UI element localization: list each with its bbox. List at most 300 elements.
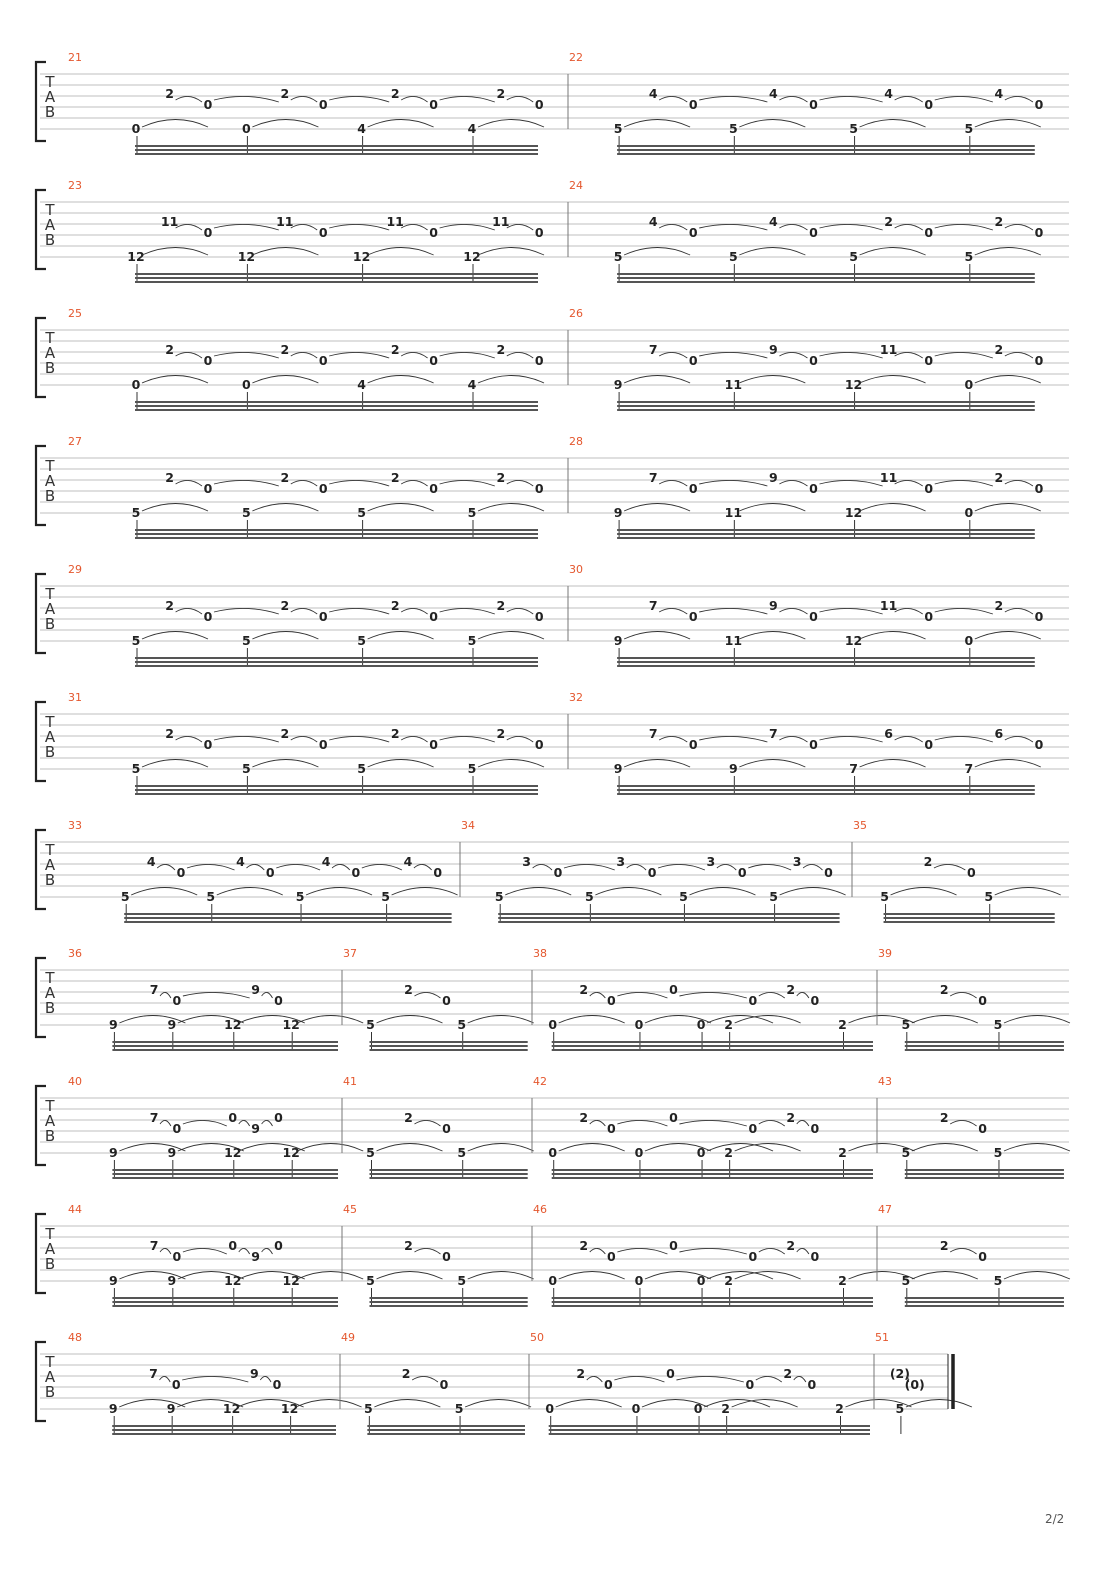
fret-number: 5: [467, 633, 477, 648]
fret-number: 2: [401, 1366, 411, 1381]
measure-number: 37: [343, 947, 357, 960]
slur: [507, 224, 533, 230]
slur: [803, 864, 822, 870]
fret-number: 0: [553, 865, 563, 880]
measure-number: 50: [530, 1331, 544, 1344]
slur: [131, 888, 197, 896]
slur: [507, 736, 533, 742]
tab-clef-letter: A: [44, 856, 56, 874]
fret-number: 3: [522, 854, 531, 869]
fret-number: 2: [923, 854, 933, 869]
fret-number: 5: [984, 889, 994, 904]
slur: [160, 1376, 171, 1382]
slur: [717, 864, 736, 870]
fret-number: 9: [728, 761, 738, 776]
slur: [699, 352, 767, 358]
slur: [415, 1120, 441, 1126]
fret-number: 0: [318, 609, 328, 624]
slur: [247, 864, 265, 870]
fret-number: 0: [978, 993, 987, 1008]
fret-number: 5: [457, 1273, 467, 1288]
measure-number: 32: [569, 691, 583, 704]
fret-number: 0: [809, 225, 818, 240]
fret-number: 12: [224, 1145, 242, 1160]
fret-number: 9: [167, 1145, 177, 1160]
fret-number: 4: [884, 86, 893, 101]
fret-number: 2: [390, 470, 400, 485]
fret-number: 9: [167, 1017, 177, 1032]
tab-clef-letter: T: [45, 585, 55, 603]
fret-number: 12: [282, 1273, 300, 1288]
slur: [401, 96, 427, 102]
slur: [699, 736, 767, 742]
tab-clef-letter: T: [45, 1225, 55, 1243]
fret-number: 0: [1034, 97, 1044, 112]
tab-system: [36, 179, 1069, 282]
fret-number: 5: [295, 889, 305, 904]
slur: [239, 1120, 250, 1126]
fret-number: 5: [993, 1017, 1003, 1032]
fret-number: 3: [616, 854, 626, 869]
fret-number: 2: [404, 1238, 413, 1253]
measure-number: 40: [68, 1075, 82, 1088]
fret-number: 0: [696, 1145, 706, 1160]
slur: [329, 736, 389, 742]
slur: [142, 504, 208, 512]
slur: [624, 504, 690, 512]
tab-clef-letter: B: [44, 359, 56, 377]
slur: [895, 736, 923, 742]
fret-number: 2: [838, 1017, 847, 1032]
measure-number: 23: [68, 179, 82, 192]
fret-number: 5: [901, 1145, 911, 1160]
fret-number: 5: [242, 761, 251, 776]
slur: [906, 1400, 972, 1408]
slur: [415, 1248, 441, 1254]
slur: [819, 480, 882, 486]
fret-number: 0: [272, 1377, 282, 1392]
slur: [860, 120, 926, 128]
fret-number: 0: [924, 737, 934, 752]
slur: [297, 1016, 363, 1024]
fret-number: 5: [993, 1273, 1003, 1288]
slur: [624, 248, 690, 256]
slur: [440, 352, 495, 358]
fret-number: 5: [993, 1145, 1003, 1160]
fret-number: 12: [282, 1017, 300, 1032]
slur: [624, 376, 690, 384]
fret-number: 12: [224, 1273, 242, 1288]
measure-number: 44: [68, 1203, 82, 1216]
fret-number: 5: [728, 249, 738, 264]
slur: [995, 888, 1061, 896]
measure-number: 46: [533, 1203, 547, 1216]
tab-clef-letter: B: [44, 615, 56, 633]
fret-number: 11: [879, 470, 898, 485]
fret-number: 0: [442, 993, 451, 1008]
slur: [780, 888, 846, 896]
fret-number: 3: [706, 854, 716, 869]
slur: [183, 1120, 227, 1126]
slur: [368, 248, 434, 256]
slur: [142, 760, 208, 768]
slur: [217, 888, 283, 896]
slur: [895, 352, 923, 358]
slur: [291, 352, 317, 358]
slur: [935, 480, 993, 486]
measure-number: 36: [68, 947, 82, 960]
fret-number: 2: [724, 1273, 734, 1288]
slur: [377, 1016, 443, 1024]
slur: [260, 1376, 271, 1382]
slur: [797, 1248, 809, 1254]
slur: [142, 120, 208, 128]
fret-number: 7: [648, 726, 658, 741]
slur: [368, 632, 434, 640]
tab-clef-letter: T: [45, 1097, 55, 1115]
slur: [142, 632, 208, 640]
slur: [401, 608, 427, 614]
fret-number: 0: [924, 609, 934, 624]
slur: [329, 480, 389, 486]
fret-number: 9: [166, 1401, 176, 1416]
slur: [617, 1248, 667, 1254]
slur: [533, 864, 552, 870]
tab-clef-letter: A: [44, 344, 56, 362]
slur: [659, 224, 687, 230]
slur: [860, 376, 926, 384]
fret-number: 5: [457, 1017, 467, 1032]
fret-number: 3: [792, 854, 802, 869]
slur: [707, 1272, 773, 1280]
slur: [183, 1248, 227, 1254]
fret-number: 5: [849, 121, 858, 136]
fret-number: 4: [467, 121, 477, 136]
fret-number: 11: [160, 214, 179, 229]
tab-clef-letter: T: [45, 329, 55, 347]
slur: [556, 1400, 622, 1408]
slur: [950, 1248, 976, 1254]
fret-number: 0: [203, 481, 213, 496]
slur: [614, 1376, 664, 1382]
slur: [252, 120, 318, 128]
slur: [414, 864, 432, 870]
tab-clef-letter: B: [44, 1383, 56, 1401]
fret-number: 4: [769, 214, 778, 229]
tab-clef-letter: A: [44, 728, 56, 746]
fret-number: 0: [429, 97, 438, 112]
fret-number: 0: [693, 1401, 703, 1416]
slur: [160, 992, 171, 998]
tab-clef-letter: B: [44, 103, 56, 121]
tab-clef-letter: B: [44, 999, 56, 1017]
tab-system: [36, 691, 1069, 794]
slur: [659, 96, 687, 102]
fret-number: 4: [769, 86, 778, 101]
fret-number: 2: [390, 598, 400, 613]
slur: [329, 224, 389, 230]
slur: [401, 224, 427, 230]
slur: [950, 992, 976, 998]
fret-number: 0: [606, 993, 616, 1008]
fret-number: 7: [149, 1238, 159, 1253]
slur: [860, 248, 926, 256]
fret-number: 7: [769, 726, 778, 741]
fret-number: 5: [880, 889, 889, 904]
slur: [478, 376, 544, 384]
fret-number: 12: [352, 249, 371, 264]
fret-number: 2: [496, 86, 506, 101]
fret-number: 0: [442, 1121, 451, 1136]
slur: [176, 352, 202, 358]
slur: [401, 736, 427, 742]
fret-number: 0: [429, 353, 438, 368]
fret-number: 2: [884, 214, 893, 229]
fret-number: 0: [534, 737, 544, 752]
fret-number: 5: [206, 889, 216, 904]
slur: [779, 352, 807, 358]
slur: [739, 376, 805, 384]
slur: [975, 376, 1041, 384]
fret-number: 9: [251, 1249, 260, 1264]
fret-number: 0: [810, 1249, 820, 1264]
slur: [935, 352, 993, 358]
slur: [377, 1272, 443, 1280]
fret-number: 0: [203, 737, 213, 752]
fret-number: 5: [901, 1273, 911, 1288]
fret-number: 0: [545, 1401, 555, 1416]
fret-number: 0: [429, 225, 438, 240]
slur: [779, 608, 807, 614]
fret-number: 7: [149, 1110, 159, 1125]
slur: [797, 1120, 809, 1126]
measure-number: 47: [878, 1203, 892, 1216]
fret-number: 2: [496, 342, 506, 357]
fret-number: 5: [467, 505, 477, 520]
measure-number: 48: [68, 1331, 82, 1344]
slur: [505, 888, 571, 896]
fret-number: 9: [251, 982, 260, 997]
measure-number: 39: [878, 947, 892, 960]
fret-number: 2: [835, 1401, 844, 1416]
measure-number: 34: [461, 819, 475, 832]
slur: [590, 1248, 606, 1254]
slur: [935, 736, 993, 742]
slur: [160, 1248, 171, 1254]
slur: [739, 632, 805, 640]
fret-number: 2: [404, 1110, 413, 1125]
measure-number: 29: [68, 563, 82, 576]
fret-number: 2: [576, 1366, 586, 1381]
fret-number: 11: [724, 633, 743, 648]
fret-number: 2: [280, 470, 290, 485]
measure-number: 24: [569, 179, 583, 192]
fret-number: 0: [203, 97, 213, 112]
fret-number: 0: [669, 1110, 678, 1125]
fret-number: 0: [634, 1145, 644, 1160]
fret-number: 0: [966, 865, 976, 880]
tab-clef-letter: A: [44, 1240, 56, 1258]
slur: [860, 632, 926, 640]
slur: [1005, 480, 1033, 486]
slur: [252, 632, 318, 640]
fret-number: 2: [786, 1238, 796, 1253]
slur: [478, 760, 544, 768]
slur: [291, 224, 317, 230]
tab-clef-letter: A: [44, 600, 56, 618]
slur: [401, 352, 427, 358]
slur: [617, 992, 667, 998]
measure-number: 22: [569, 51, 583, 64]
slur: [507, 352, 533, 358]
fret-number: 4: [146, 854, 156, 869]
slur: [624, 760, 690, 768]
slur: [975, 632, 1041, 640]
slur: [374, 1400, 440, 1408]
fret-number: 5: [964, 249, 974, 264]
fret-number: 2: [994, 598, 1004, 613]
tab-clef-letter: A: [44, 1368, 56, 1386]
fret-number: 9: [769, 342, 778, 357]
slur: [935, 96, 993, 102]
slur: [587, 1376, 603, 1382]
slur: [779, 224, 807, 230]
tab-system: [36, 1075, 1070, 1178]
slur: [1005, 352, 1033, 358]
fret-number: 2: [496, 470, 506, 485]
slur: [895, 224, 923, 230]
slur: [559, 1016, 625, 1024]
slur: [935, 224, 993, 230]
fret-number: 11: [724, 505, 743, 520]
measure-number: 45: [343, 1203, 357, 1216]
fret-number: 0: [924, 97, 934, 112]
fret-number: 0: [809, 609, 818, 624]
slur: [415, 992, 441, 998]
slur: [1005, 96, 1033, 102]
slur: [895, 96, 923, 102]
fret-number: 0: [274, 1110, 283, 1125]
slur: [891, 888, 957, 896]
fret-number: 5: [131, 633, 141, 648]
slur: [368, 760, 434, 768]
tab-clef-letter: A: [44, 216, 56, 234]
fret-number: 4: [648, 86, 658, 101]
fret-number: 2: [939, 982, 949, 997]
fret-number: 2: [579, 1238, 589, 1253]
slur: [291, 608, 317, 614]
fret-number: 0: [1034, 353, 1044, 368]
tab-clef-letter: A: [44, 1112, 56, 1130]
fret-number: 5: [381, 889, 390, 904]
fret-number: 0: [824, 865, 833, 880]
fret-number: 0: [274, 1238, 283, 1253]
fret-number: 2: [165, 86, 174, 101]
measure-number: 25: [68, 307, 82, 320]
slur: [860, 760, 926, 768]
slur: [759, 1248, 785, 1254]
slur: [412, 1376, 438, 1382]
slur: [176, 96, 202, 102]
slur: [440, 96, 495, 102]
slur: [797, 992, 809, 998]
fret-number: 12: [224, 1017, 242, 1032]
slur: [659, 352, 687, 358]
fret-number: 0: [1034, 609, 1044, 624]
fret-number: 4: [236, 854, 245, 869]
fret-number: 5: [613, 121, 623, 136]
fret-number: 5: [366, 1273, 375, 1288]
fret-number: 9: [109, 1145, 118, 1160]
slur: [329, 96, 389, 102]
tab-clef-letter: T: [45, 713, 55, 731]
fret-number: 2: [165, 342, 174, 357]
fret-number: 0: [131, 121, 141, 136]
slur: [187, 864, 235, 870]
fret-number: 9: [249, 1366, 259, 1381]
slur: [1005, 608, 1033, 614]
slur: [559, 1272, 625, 1280]
page-number: 2/2: [1045, 1512, 1065, 1526]
fret-number: 9: [769, 470, 778, 485]
slur: [699, 224, 767, 230]
slur: [252, 376, 318, 384]
fret-number: 5: [728, 121, 738, 136]
fret-number: 0: [442, 1249, 451, 1264]
fret-number: 0: [606, 1121, 616, 1136]
fret-number: 0: [964, 633, 974, 648]
fret-number: 5: [585, 889, 594, 904]
fret-number: 9: [613, 761, 623, 776]
fret-number: 0: [429, 609, 438, 624]
fret-number: 5: [366, 1017, 375, 1032]
fret-number: 0: [318, 225, 328, 240]
fret-number: 11: [386, 214, 404, 229]
fret-number: 5: [242, 633, 251, 648]
tab-system: [36, 51, 1069, 154]
fret-number: 0: [534, 225, 544, 240]
slur: [176, 224, 202, 230]
slur: [912, 1016, 978, 1024]
slur: [468, 1016, 534, 1024]
fret-number: 0: [696, 1273, 706, 1288]
slur: [739, 248, 805, 256]
fret-number: 9: [108, 1401, 118, 1416]
fret-number: 0: [688, 609, 698, 624]
slur: [252, 760, 318, 768]
fret-number: 2: [280, 598, 290, 613]
slur: [1005, 736, 1033, 742]
slur: [478, 504, 544, 512]
slur: [368, 376, 434, 384]
fret-number: 5: [454, 1401, 464, 1416]
fret-number: 5: [494, 889, 504, 904]
fret-number: 0: [666, 1366, 675, 1381]
fret-number: 0: [696, 1017, 706, 1032]
slur: [176, 736, 202, 742]
slur: [262, 992, 273, 998]
slur: [262, 1120, 273, 1126]
fret-number: 2: [165, 726, 174, 741]
slur: [975, 248, 1041, 256]
slur: [779, 736, 807, 742]
fret-number: 2: [939, 1110, 949, 1125]
fret-number: 0: [131, 377, 141, 392]
fret-number: 4: [403, 854, 413, 869]
slur: [1005, 224, 1033, 230]
fret-number: 4: [994, 86, 1004, 101]
fret-number: 9: [613, 505, 623, 520]
